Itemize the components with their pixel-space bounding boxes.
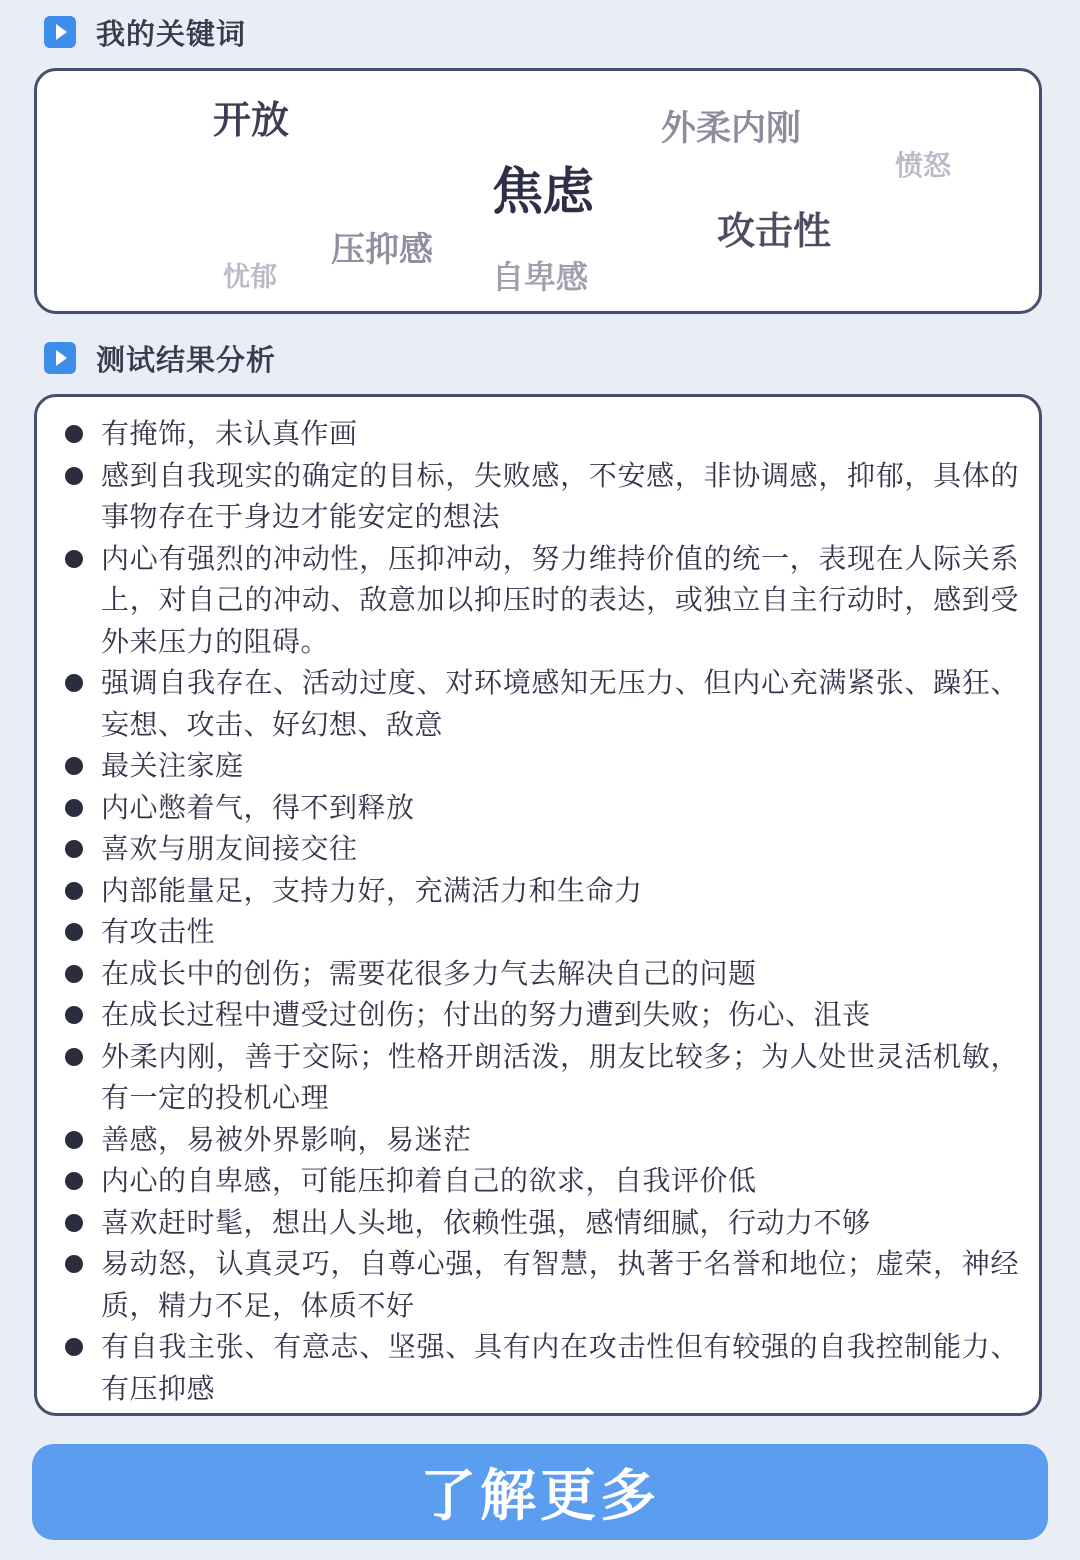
bullet-dot-icon <box>65 467 83 485</box>
list-item-text: 易动怒，认真灵巧，自尊心强，有智慧，执著于名誉和地位；虚荣，神经质，精力不足，体质不好 <box>101 1247 1019 1322</box>
bullet-dot-icon <box>65 1338 83 1356</box>
list-item-text: 善感，易被外界影响，易迷茫 <box>101 1122 472 1156</box>
list-item-text: 喜欢与朋友间接交往 <box>101 832 358 865</box>
bullet-dot-icon <box>65 799 83 817</box>
play-triangle-icon <box>44 342 76 374</box>
list-item-text: 感到自我现实的确定的目标，失败感，不安感，非协调感，抑郁，具体的事物存在于身边才能安定的想法 <box>101 458 1019 533</box>
keywords-section-title: 我的关键词 <box>96 16 247 51</box>
bullet-dot-icon <box>65 1048 83 1066</box>
bullet-dot-icon <box>65 1131 83 1149</box>
list-item-text: 有自我主张、有意志、坚强、具有内在攻击性但有较强的自我控制能力、有压抑感 <box>101 1330 1019 1405</box>
list-item-text: 内心有强烈的冲动性，压抑冲动，努力维持价值的统一，表现在人际关系上，对自己的冲动、敌意加以抑压时的表达，或独立自主行动时，感到受外来压力的阻碍。 <box>101 541 1019 658</box>
analysis-panel <box>34 394 1042 1416</box>
learn-more-button[interactable]: 了解更多 <box>32 1444 1048 1540</box>
keyword-cloud <box>34 68 1042 314</box>
analysis-section-title: 测试结果分析 <box>96 342 277 377</box>
analysis-section-header <box>44 338 276 378</box>
keywords-section-header <box>44 12 246 52</box>
list-item <box>63 455 1019 538</box>
list-item <box>63 1326 1019 1409</box>
list-item-text: 内心憋着气，得不到释放 <box>101 790 415 824</box>
bullet-dot-icon <box>65 550 83 568</box>
bullet-dot-icon <box>65 1172 83 1190</box>
bullet-dot-icon <box>65 965 83 983</box>
list-item-text: 有攻击性 <box>101 915 216 948</box>
list-item <box>63 1243 1019 1326</box>
list-item <box>63 1202 1019 1244</box>
keyword: 焦虑 <box>492 163 595 222</box>
list-item-text: 喜欢赶时髦，想出人头地，依赖性强，感情细腻，行动力不够 <box>101 1205 871 1239</box>
list-item <box>63 1160 1019 1202</box>
keyword: 攻击性 <box>717 209 832 253</box>
list-item-text: 内心的自卑感，可能压抑着自己的欲求，自我评价低 <box>101 1164 757 1197</box>
keyword: 压抑感 <box>331 230 433 270</box>
bullet-dot-icon <box>65 425 83 443</box>
list-item <box>63 994 1019 1036</box>
list-item <box>63 870 1019 912</box>
list-item-text: 有掩饰，未认真作画 <box>101 417 358 450</box>
bullet-dot-icon <box>65 1214 83 1232</box>
list-item-text: 外柔内刚，善于交际；性格开朗活泼，朋友比较多；为人处世灵活机敏，有一定的投机心理 <box>101 1039 1019 1114</box>
keyword: 开放 <box>213 98 290 142</box>
list-item <box>63 1119 1019 1161</box>
bullet-dot-icon <box>65 923 83 941</box>
bullet-dot-icon <box>65 1255 83 1273</box>
keyword: 外柔内刚 <box>661 109 802 149</box>
list-item <box>63 745 1019 787</box>
list-item <box>63 538 1019 663</box>
list-item <box>63 413 1019 455</box>
list-item <box>63 1036 1019 1119</box>
keyword: 自卑感 <box>492 258 589 296</box>
keyword: 忧郁 <box>223 262 277 293</box>
keyword: 愤怒 <box>895 149 952 182</box>
list-item-text: 在成长中的创伤；需要花很多力气去解决自己的问题 <box>101 956 757 990</box>
bullet-dot-icon <box>65 757 83 775</box>
bullet-dot-icon <box>65 1006 83 1024</box>
list-item <box>63 911 1019 953</box>
list-item <box>63 662 1019 745</box>
list-item-text: 内部能量足，支持力好，充满活力和生命力 <box>101 873 643 907</box>
bullet-dot-icon <box>65 840 83 858</box>
bullet-dot-icon <box>65 882 83 900</box>
list-item-text: 最关注家庭 <box>101 749 244 782</box>
list-item <box>63 953 1019 995</box>
list-item-text: 强调自我存在、活动过度、对环境感知无压力、但内心充满紧张、躁狂、妄想、攻击、好幻想、敌意 <box>101 666 1019 741</box>
list-item <box>63 828 1019 870</box>
list-item-text: 在成长过程中遭受过创伤；付出的努力遭到失败；伤心、沮丧 <box>101 998 871 1031</box>
play-triangle-icon <box>44 16 76 48</box>
list-item <box>63 787 1019 829</box>
analysis-list <box>63 413 1019 1409</box>
bullet-dot-icon <box>65 674 83 692</box>
